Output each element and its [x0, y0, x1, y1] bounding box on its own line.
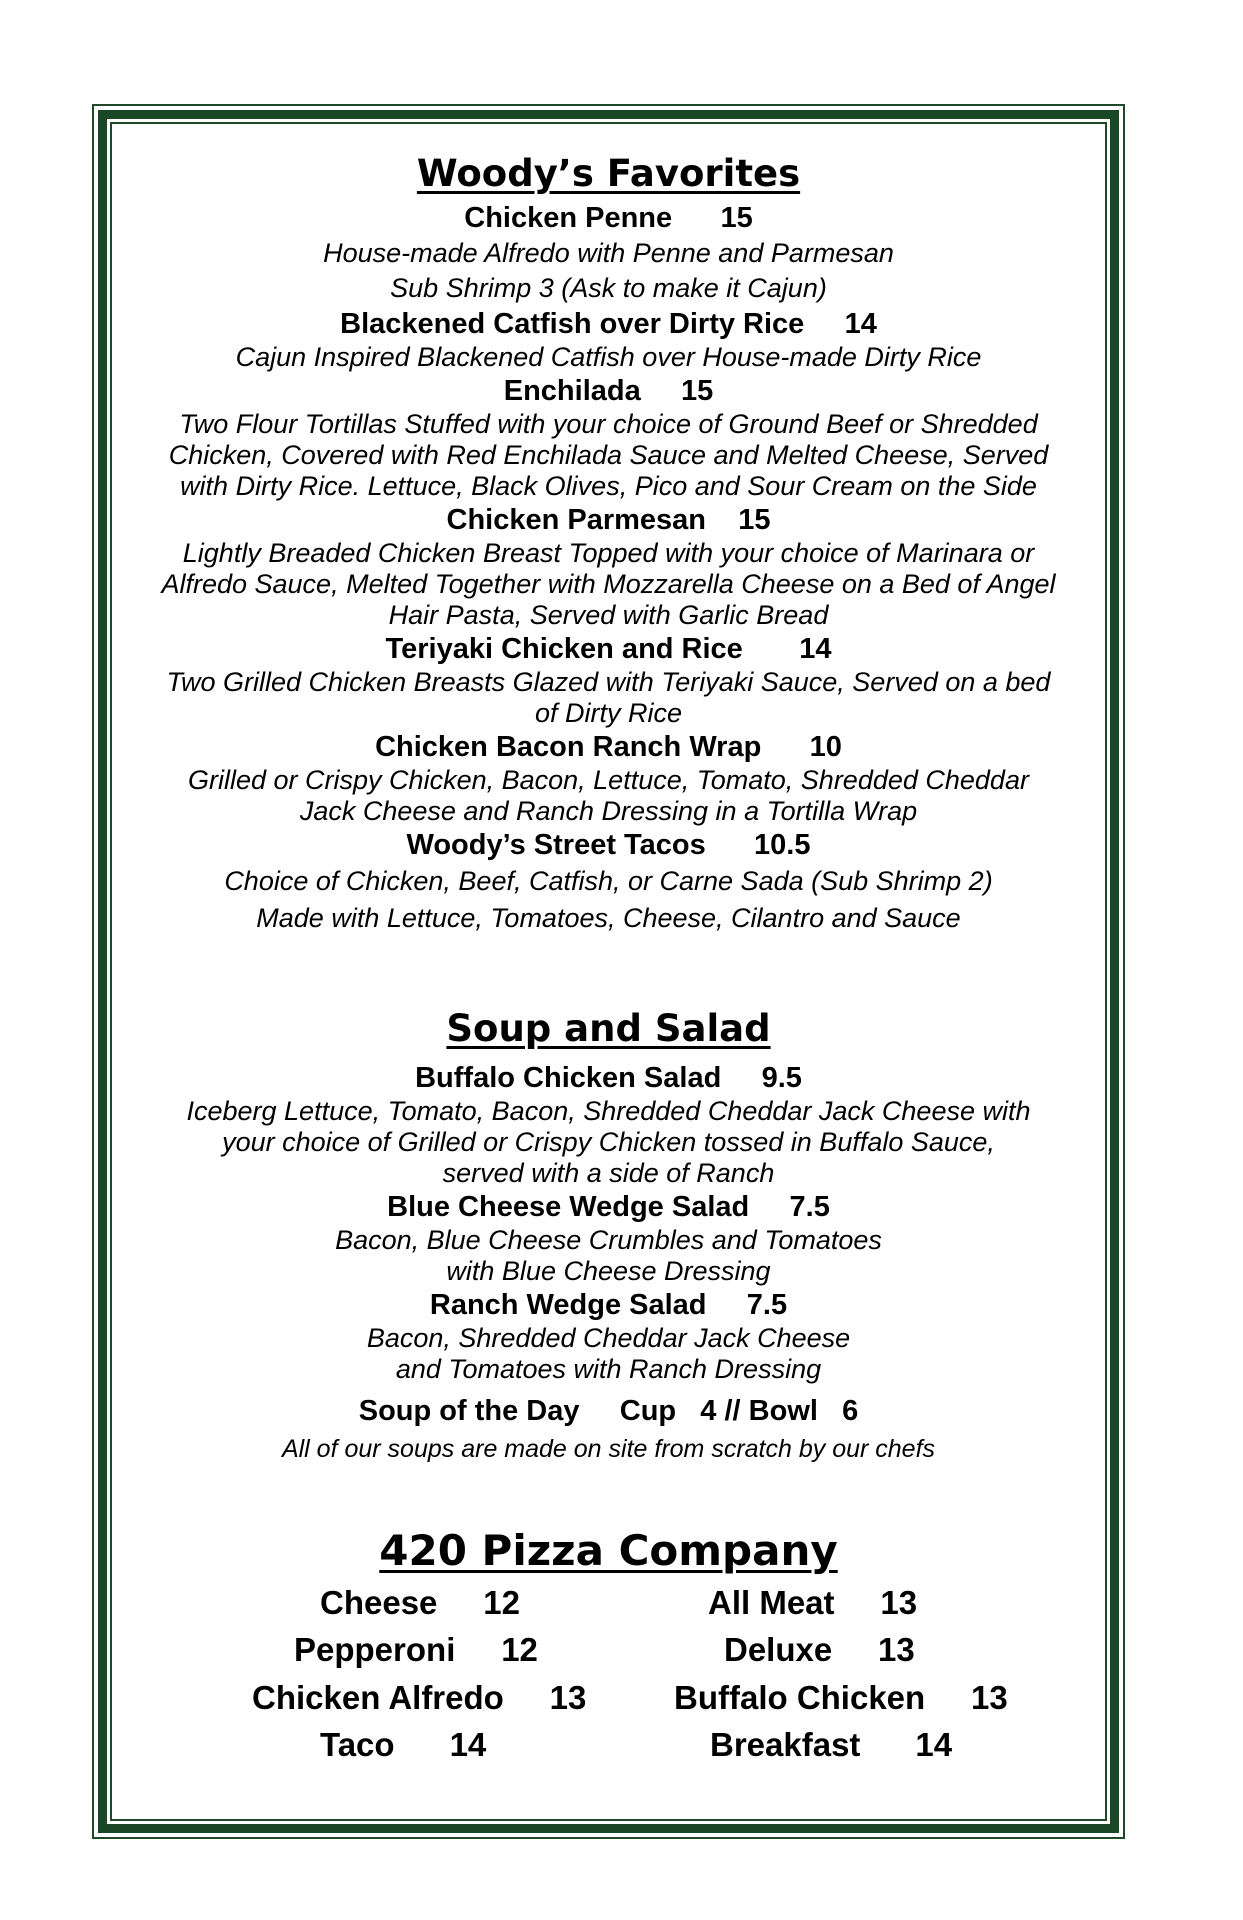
- item-name-price: Blackened Catfish over Dirty Rice 14: [340, 308, 877, 340]
- menu-item: [112, 631, 1105, 729]
- menu-item: [112, 1189, 1105, 1287]
- menu-item: [112, 373, 1105, 502]
- menu-item: [112, 1287, 1105, 1385]
- item-description: Bacon, Blue Cheese Crumbles and Tomatoes with Blue Cheese Dressing: [335, 1225, 882, 1286]
- pizza-item: Deluxe 13: [724, 1631, 915, 1668]
- item-description: Two Flour Tortillas Stuffed with your choice of Ground Beef or Shredded Chicken, Covered with Red Enchilada Sauce and Melted Cheese, Served with Dirty Rice. Lettuce, Black Olives, Pico and Sour Cream on the Side: [168, 409, 1049, 501]
- menu-item: [112, 1060, 1105, 1189]
- menu-item: [112, 502, 1105, 631]
- menu-item: [112, 827, 1105, 937]
- item-name-price: Ranch Wedge Salad 7.5: [429, 1289, 788, 1321]
- favorites-section: [112, 150, 1105, 937]
- item-name-price: Chicken Parmesan 15: [446, 504, 771, 536]
- pizza-item: Pepperoni 12: [294, 1631, 538, 1668]
- pizza-item: Cheese 12: [320, 1584, 520, 1621]
- item-description: Lightly Breaded Chicken Breast Topped with your choice of Marinara or Alfredo Sauce, Melted Together with Mozzarella Cheese on a Bed of Angel Hair Pasta, Served with Garlic Bread: [161, 538, 1056, 630]
- item-name-price: Enchilada 15: [503, 375, 714, 407]
- pizza-item: Taco 14: [320, 1726, 487, 1763]
- pizza-item: Buffalo Chicken 13: [674, 1679, 1008, 1716]
- item-description: Bacon, Shredded Cheddar Jack Cheese and Tomatoes with Ranch Dressing: [366, 1323, 851, 1384]
- item-name-price: Soup of the Day Cup 4 // Bowl 6: [358, 1395, 859, 1427]
- item-description: All of our soups are made on site from scratch by our chefs: [281, 1435, 936, 1463]
- pizza-section: [112, 1524, 1105, 1578]
- item-name-price: Chicken Penne 15: [464, 202, 753, 234]
- pizza-item: Breakfast 14: [710, 1726, 953, 1763]
- item-description: Choice of Chicken, Beef, Catfish, or Carne Sada (Sub Shrimp 2) Made with Lettuce, Tomatoes, Cheese, Cilantro and Sauce: [224, 866, 993, 933]
- favorites-title: Woody’s Favorites: [416, 152, 801, 195]
- menu-item: [112, 729, 1105, 827]
- pizza-item: Chicken Alfredo 13: [252, 1679, 587, 1716]
- item-name-price: Chicken Bacon Ranch Wrap 10: [375, 731, 842, 763]
- item-name-price: Buffalo Chicken Salad 9.5: [415, 1062, 802, 1094]
- soup-salad-section: [112, 1004, 1105, 1469]
- pizza-title: 420 Pizza Company: [379, 1526, 838, 1575]
- item-description: House-made Alfredo with Penne and Parmesan Sub Shrimp 3 (Ask to make it Cajun): [323, 238, 894, 303]
- item-description: Iceberg Lettuce, Tomato, Bacon, Shredded Cheddar Jack Cheese with your choice of Grilled or Crispy Chicken tossed in Buffalo Sauce, served with a side of Ranch: [186, 1096, 1031, 1188]
- item-description: Cajun Inspired Blackened Catfish over House-made Dirty Rice: [235, 342, 982, 372]
- menu-item: [112, 200, 1105, 306]
- item-description: Grilled or Crispy Chicken, Bacon, Lettuce, Tomato, Shredded Cheddar Jack Cheese and Ranch Dressing in a Tortilla Wrap: [188, 765, 1029, 826]
- item-name-price: Teriyaki Chicken and Rice 14: [385, 633, 832, 665]
- item-name-price: Woody’s Street Tacos 10.5: [406, 829, 811, 861]
- menu-item: [112, 306, 1105, 373]
- menu-item: [112, 1393, 1105, 1469]
- item-description: Two Grilled Chicken Breasts Glazed with Teriyaki Sauce, Served on a bed of Dirty Rice: [166, 667, 1051, 728]
- item-name-price: Blue Cheese Wedge Salad 7.5: [387, 1191, 830, 1223]
- soup-salad-title: Soup and Salad: [446, 1007, 771, 1050]
- pizza-item: All Meat 13: [708, 1584, 918, 1621]
